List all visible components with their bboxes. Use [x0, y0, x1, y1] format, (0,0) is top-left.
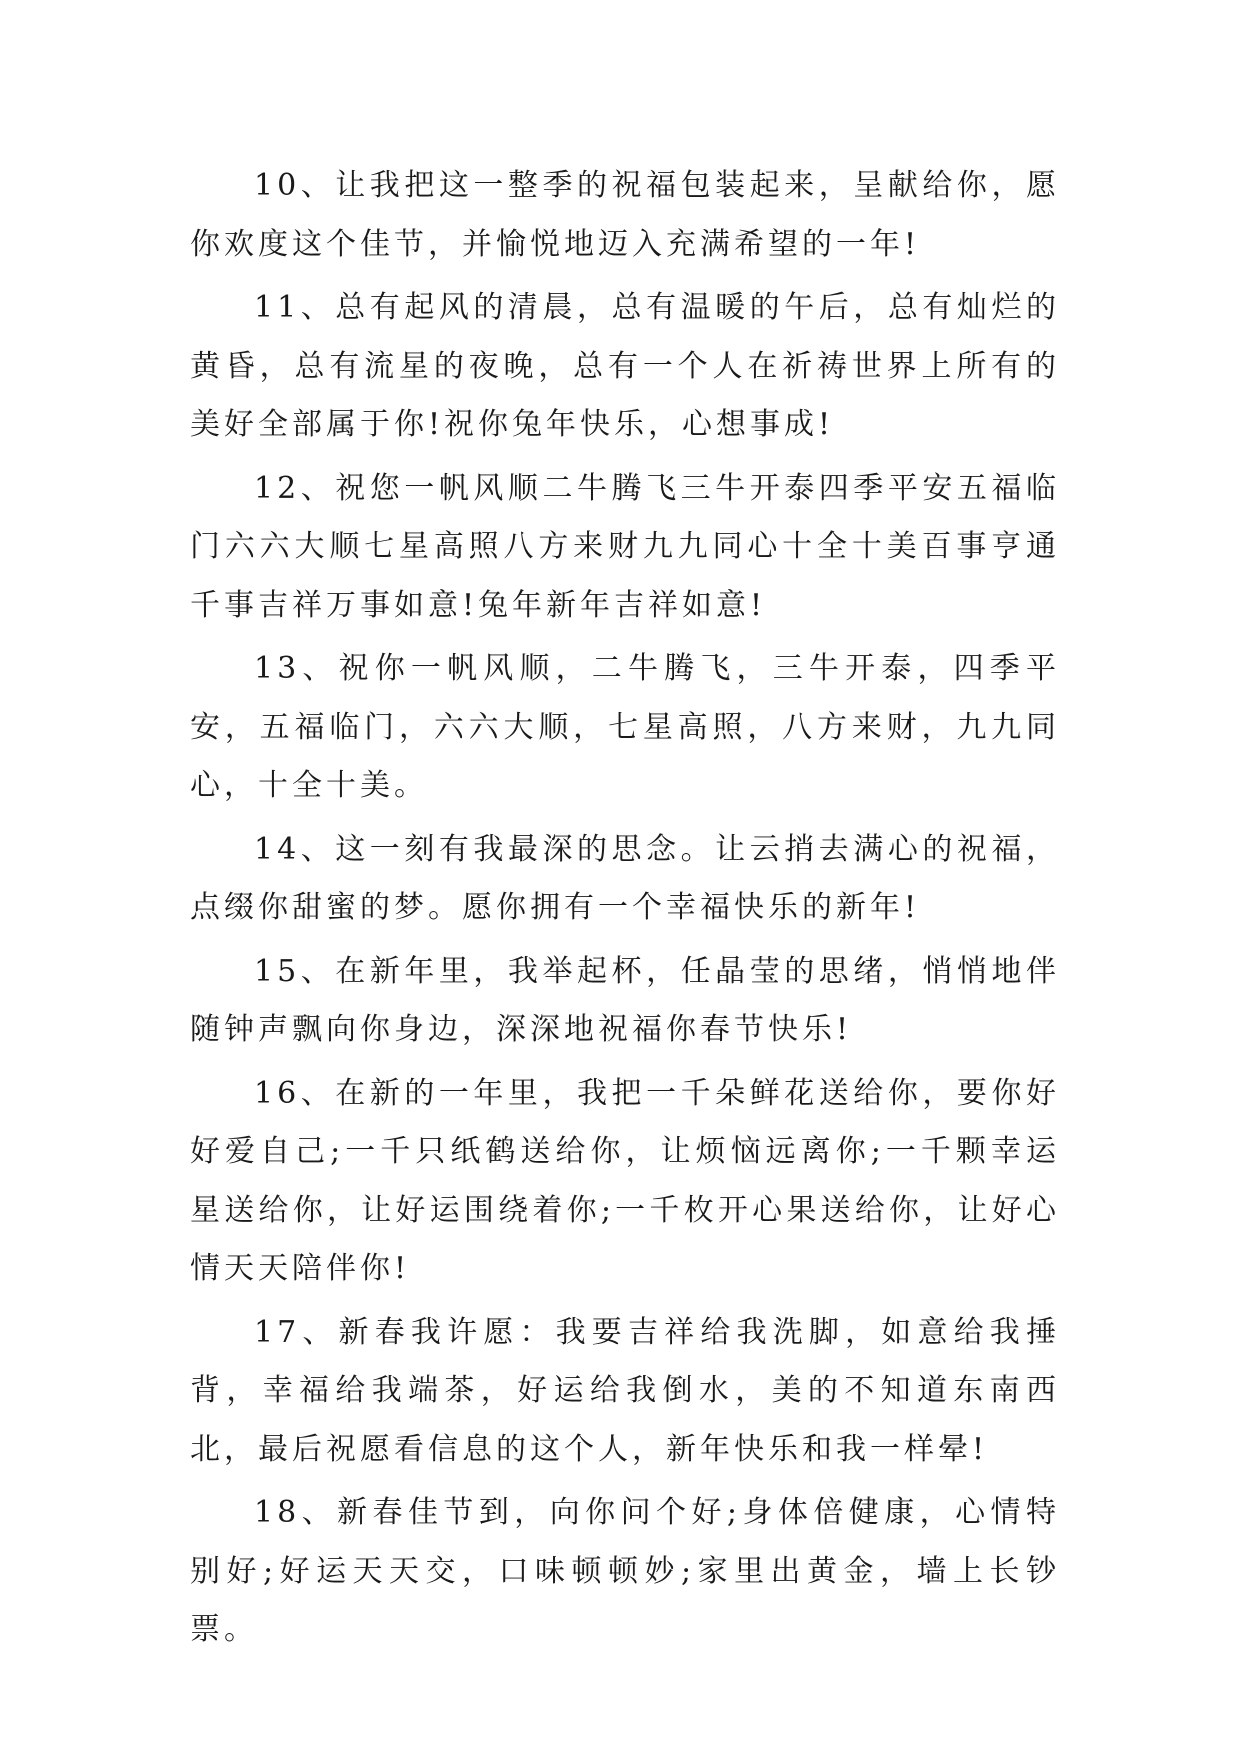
- paragraph-11: 11、总有起风的清晨，总有温暖的午后，总有灿烂的黄昏，总有流星的夜晚，总有一个人在祈祷世界上所有的美好全部属于你!祝你兔年快乐，心想事成!: [190, 290, 1060, 442]
- paragraph-17: 17、新春我许愿：我要吉祥给我洗脚，如意给我捶背，幸福给我端茶，好运给我倒水，美的不知道东南西北，最后祝愿看信息的这个人，新年快乐和我一样晕!: [190, 1314, 1060, 1467]
- document-body: [190, 157, 1060, 1665]
- paragraph-10: 10、让我把这一整季的祝福包装起来，呈献给你，愿你欢度这个佳节，并愉悦地迈入充满希望的一年!: [190, 168, 1060, 262]
- paragraph-12: 12、祝您一帆风顺二牛腾飞三牛开泰四季平安五福临门六六大顺七星高照八方来财九九同心十全十美百事亨通千事吉祥万事如意!兔年新年吉祥如意!: [190, 470, 1060, 623]
- paragraph-13: 13、祝你一帆风顺，二牛腾飞，三牛开泰，四季平安，五福临门，六六大顺，七星高照，八方来财，九九同心，十全十美。: [190, 651, 1060, 803]
- paragraph-15: 15、在新年里，我举起杯，任晶莹的思绪，悄悄地伴随钟声飘向你身边，深深地祝福你春节快乐!: [190, 953, 1060, 1047]
- paragraph-18: 18、新春佳节到，向你问个好;身体倍健康，心情特别好;好运天天交，口味顿顿妙;家里出黄金，墙上长钞票。: [190, 1495, 1060, 1647]
- paragraph-16: 16、在新的一年里，我把一千朵鲜花送给你，要你好好爱自己;一千只纸鹤送给你，让烦恼远离你;一千颗幸运星送给你，让好运围绕着你;一千枚开心果送给你，让好心情天天陪伴你!: [190, 1075, 1060, 1286]
- paragraph-14: 14、这一刻有我最深的思念。让云捎去满心的祝福，点缀你甜蜜的梦。愿你拥有一个幸福快乐的新年!: [190, 831, 1060, 925]
